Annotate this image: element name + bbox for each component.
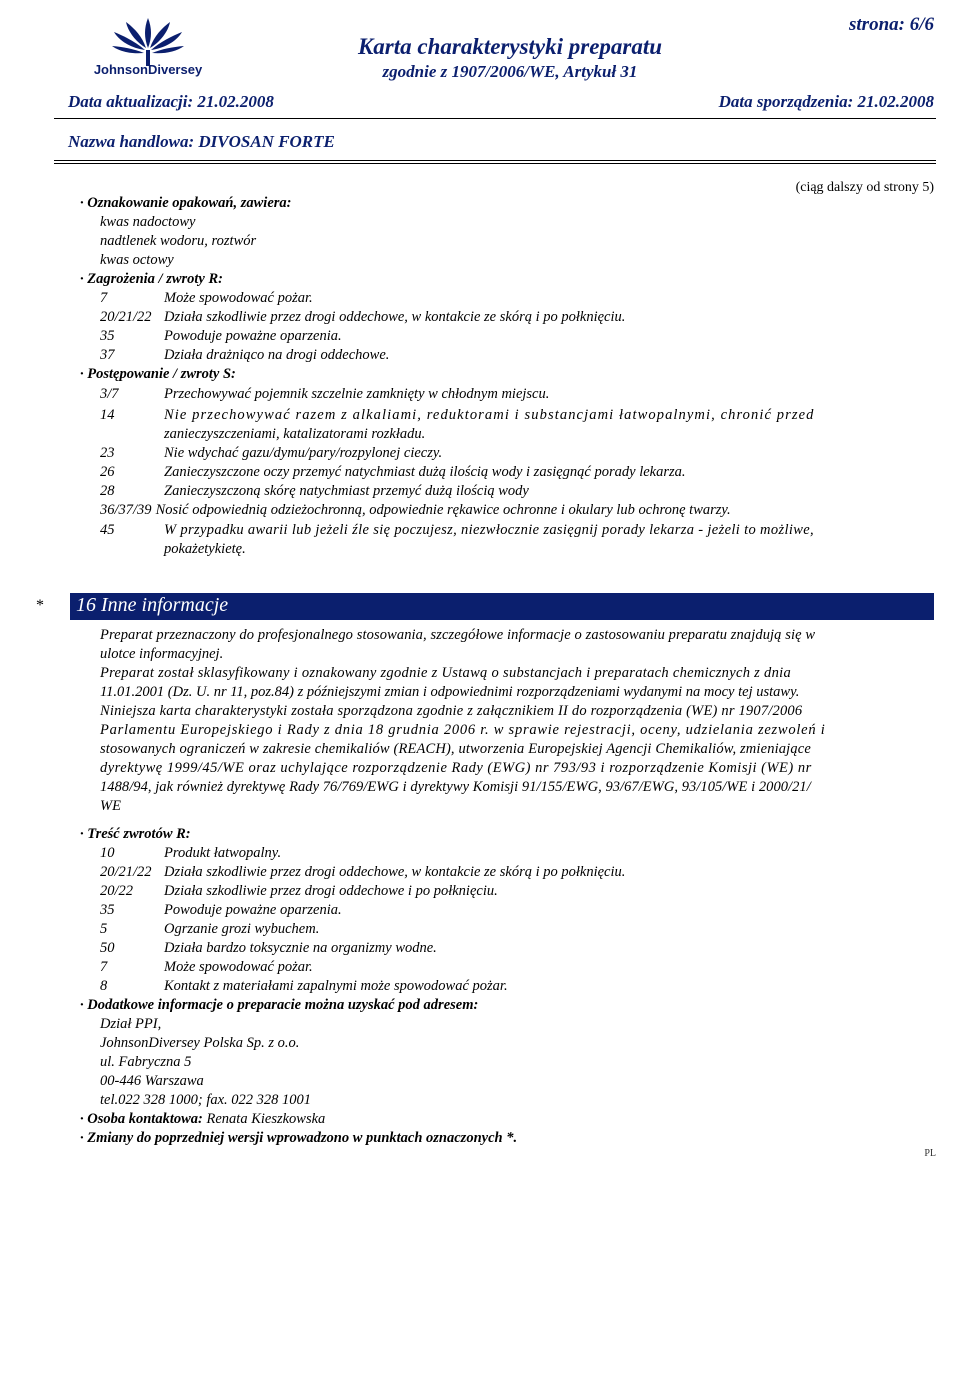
address-line: tel.022 328 1000; fax. 022 328 1001	[100, 1092, 312, 1108]
r-text: Ogrzanie grozi wybuchem.	[164, 921, 320, 937]
document-subtitle: zgodnie z 1907/2006/WE, Artykuł 31	[382, 62, 638, 81]
address-line: ul. Fabryczna 5	[100, 1054, 192, 1070]
r-text: Działa szkodliwie przez drogi oddechowe, w kontakcie ze skórą i po połknięciu.	[164, 864, 626, 880]
r-code: 20/22	[100, 883, 134, 899]
risk-code: 35	[100, 328, 115, 344]
paragraph-line: Niniejsza karta charakterystyki została sporządzona zgodnie z załącznikiem II do rozporządzenia (WE) nr 1907/2006	[100, 703, 803, 719]
safety-phrase	[100, 482, 529, 500]
r-text: Może spowodować pożar.	[164, 959, 313, 975]
risk-text: Powoduje poważne oparzenia.	[164, 328, 342, 344]
safety-text: Nosić odpowiednią odzieżochronną, odpowiednie rękawice ochronne i okulary lub ochronę twarzy.	[155, 502, 731, 518]
safety-text: W przypadku awarii lub jeżeli źle się poczujesz, niezwłocznie zasięgnij porady lekarza - jeżeli to możliwe,	[164, 522, 815, 538]
date-prepared: Data sporządzenia: 21.02.2008	[718, 92, 934, 111]
header-divider	[54, 118, 936, 119]
safety-code: 23	[100, 445, 115, 461]
continued-note: (ciąg dalszy od strony 5)	[795, 180, 934, 195]
address-line: Dział PPI,	[100, 1016, 162, 1032]
r-code: 10	[100, 845, 115, 861]
r-phrase	[100, 920, 319, 938]
paragraph-line: Preparat został sklasyfikowany i oznakowany zgodnie z Ustawą o substancjach i preparatach chemicznych z dnia	[100, 665, 792, 681]
safety-code: 3/7	[100, 386, 119, 402]
safety-heading: · Postępowanie / zwroty S:	[80, 366, 236, 382]
r-text: Kontakt z materiałami zapalnymi może spowodować pożar.	[164, 978, 508, 994]
safety-code: 36/37/39	[100, 502, 152, 518]
risk-phrase	[100, 327, 342, 345]
r-code: 7	[100, 959, 108, 975]
r-code: 50	[100, 940, 115, 956]
risk-code: 20/21/22	[100, 309, 152, 325]
labelling-heading: · Oznakowanie opakowań, zawiera:	[80, 195, 292, 211]
risk-text: Działa szkodliwie przez drogi oddechowe, w kontakcie ze skórą i po połknięciu.	[164, 309, 626, 325]
address-line: 00-446 Warszawa	[100, 1073, 204, 1089]
r-phrase	[100, 882, 498, 900]
risk-code: 37	[100, 347, 115, 363]
safety-phrase	[100, 406, 815, 424]
risk-phrase	[100, 308, 625, 326]
r-phrase	[100, 844, 281, 862]
safety-phrase	[100, 385, 549, 403]
ingredient-item: kwas nadoctowy	[100, 214, 196, 230]
paragraph-line: 1488/94, jak również dyrektywę Rady 76/769/EWG i dyrektywy Komisji 91/155/EWG, 93/67/EWG, 93/105/WE i 2000/21/	[100, 779, 811, 795]
safety-phrase	[100, 463, 686, 481]
paragraph-line: 11.01.2001 (Dz. U. nr 11, poz.84) z późniejszymi zmian i odpowiednimi rozporządzeniami wydanymi na mocy tej ustawy.	[100, 684, 800, 700]
r-phrase	[100, 901, 342, 919]
risk-phrase	[100, 346, 389, 364]
paragraph-line: Preparat przeznaczony do profesjonalnego stosowania, szczegółowe informacje o zastosowaniu preparatu znajdują się w	[100, 627, 816, 643]
paragraph-line: stosowanych ograniczeń w zakresie chemikaliów (REACH), utworzenia Europejskiej Agencji Chemikaliów, zmieniające	[100, 741, 811, 757]
page-number: strona: 6/6	[849, 14, 934, 35]
r-phrases-heading: · Treść zwrotów R:	[80, 826, 191, 842]
r-phrase	[100, 958, 313, 976]
language-tag: PL	[924, 1148, 936, 1159]
risk-text: Działa drażniąco na drogi oddechowe.	[164, 347, 390, 363]
changed-marker: *	[36, 597, 44, 614]
ingredient-item: nadtlenek wodoru, roztwór	[100, 233, 257, 249]
safety-phrase	[100, 501, 731, 519]
header-divider-bottom	[54, 160, 936, 161]
r-code: 8	[100, 978, 108, 994]
r-text: Działa bardzo toksycznie na organizmy wodne.	[164, 940, 437, 956]
r-phrase	[100, 939, 437, 957]
paragraph-line: ulotce informacyjnej.	[100, 646, 224, 662]
safety-text: Zanieczyszczone oczy przemyć natychmiast dużą ilością wody i zasięgnąć porady lekarza.	[164, 464, 686, 480]
section-title: 16 Inne informacje	[76, 594, 229, 616]
risk-code: 7	[100, 290, 108, 306]
paragraph-line: dyrektywę 1999/45/WE oraz uchylające rozporządzenie Rady (EWG) nr 793/93 i rozporządzenie Komisji (WE) nr	[100, 760, 812, 776]
safety-text-cont: pokażetykietę.	[164, 541, 246, 557]
risk-phrase	[100, 289, 313, 307]
address-line: JohnsonDiversey Polska Sp. z o.o.	[100, 1035, 300, 1051]
contact-label: · Osoba kontaktowa:	[80, 1111, 203, 1127]
contact-name: Renata Kieszkowska	[206, 1111, 326, 1127]
r-text: Produkt łatwopalny.	[164, 845, 282, 861]
r-phrase	[100, 863, 625, 881]
safety-text-cont: zanieczyszczeniami, katalizatorami rozkładu.	[164, 426, 426, 442]
trade-name: Nazwa handlowa: DIVOSAN FORTE	[68, 132, 335, 151]
safety-code: 26	[100, 464, 115, 480]
r-phrase	[100, 977, 508, 995]
r-code: 35	[100, 902, 115, 918]
paragraph-line: WE	[100, 798, 121, 814]
safety-code: 45	[100, 522, 115, 538]
safety-text: Zanieczyszczoną skórę natychmiast przemyć dużą ilością wody	[164, 483, 529, 499]
address-heading: · Dodatkowe informacje o preparacie można uzyskać pod adresem:	[80, 997, 479, 1013]
safety-text: Nie wdychać gazu/dymu/pary/rozpylonej cieczy.	[164, 445, 443, 461]
logo-text: JohnsonDiversey	[93, 62, 203, 77]
r-code: 20/21/22	[100, 864, 152, 880]
contact-person	[80, 1110, 325, 1128]
safety-phrase	[100, 521, 814, 539]
safety-text: Przechowywać pojemnik szczelnie zamknięty w chłodnym miejscu.	[164, 386, 550, 402]
header-divider-bottom-2	[54, 163, 936, 164]
risk-text: Może spowodować pożar.	[164, 290, 313, 306]
r-text: Powoduje poważne oparzenia.	[164, 902, 342, 918]
changes-note: · Zmiany do poprzedniej wersji wprowadzono w punktach oznaczonych *.	[80, 1130, 518, 1146]
safety-code: 28	[100, 483, 115, 499]
ingredient-item: kwas octowy	[100, 252, 174, 268]
r-code: 5	[100, 921, 108, 937]
paragraph-line: Parlamentu Europejskiego i Rady z dnia 18 grudnia 2006 r. w sprawie rejestracji, oceny, udzielania zezwoleń i	[100, 722, 826, 738]
safety-code: 14	[100, 407, 115, 423]
safety-phrase	[100, 444, 442, 462]
risk-heading: · Zagrożenia / zwroty R:	[80, 271, 223, 287]
date-updated: Data aktualizacji: 21.02.2008	[68, 92, 274, 111]
document-title: Karta charakterystyki preparatu	[357, 34, 663, 59]
r-text: Działa szkodliwie przez drogi oddechowe i po połknięciu.	[164, 883, 498, 899]
safety-text: Nie przechowywać razem z alkaliami, reduktorami i substancjami łatwopalnymi, chronić przed	[164, 407, 815, 423]
